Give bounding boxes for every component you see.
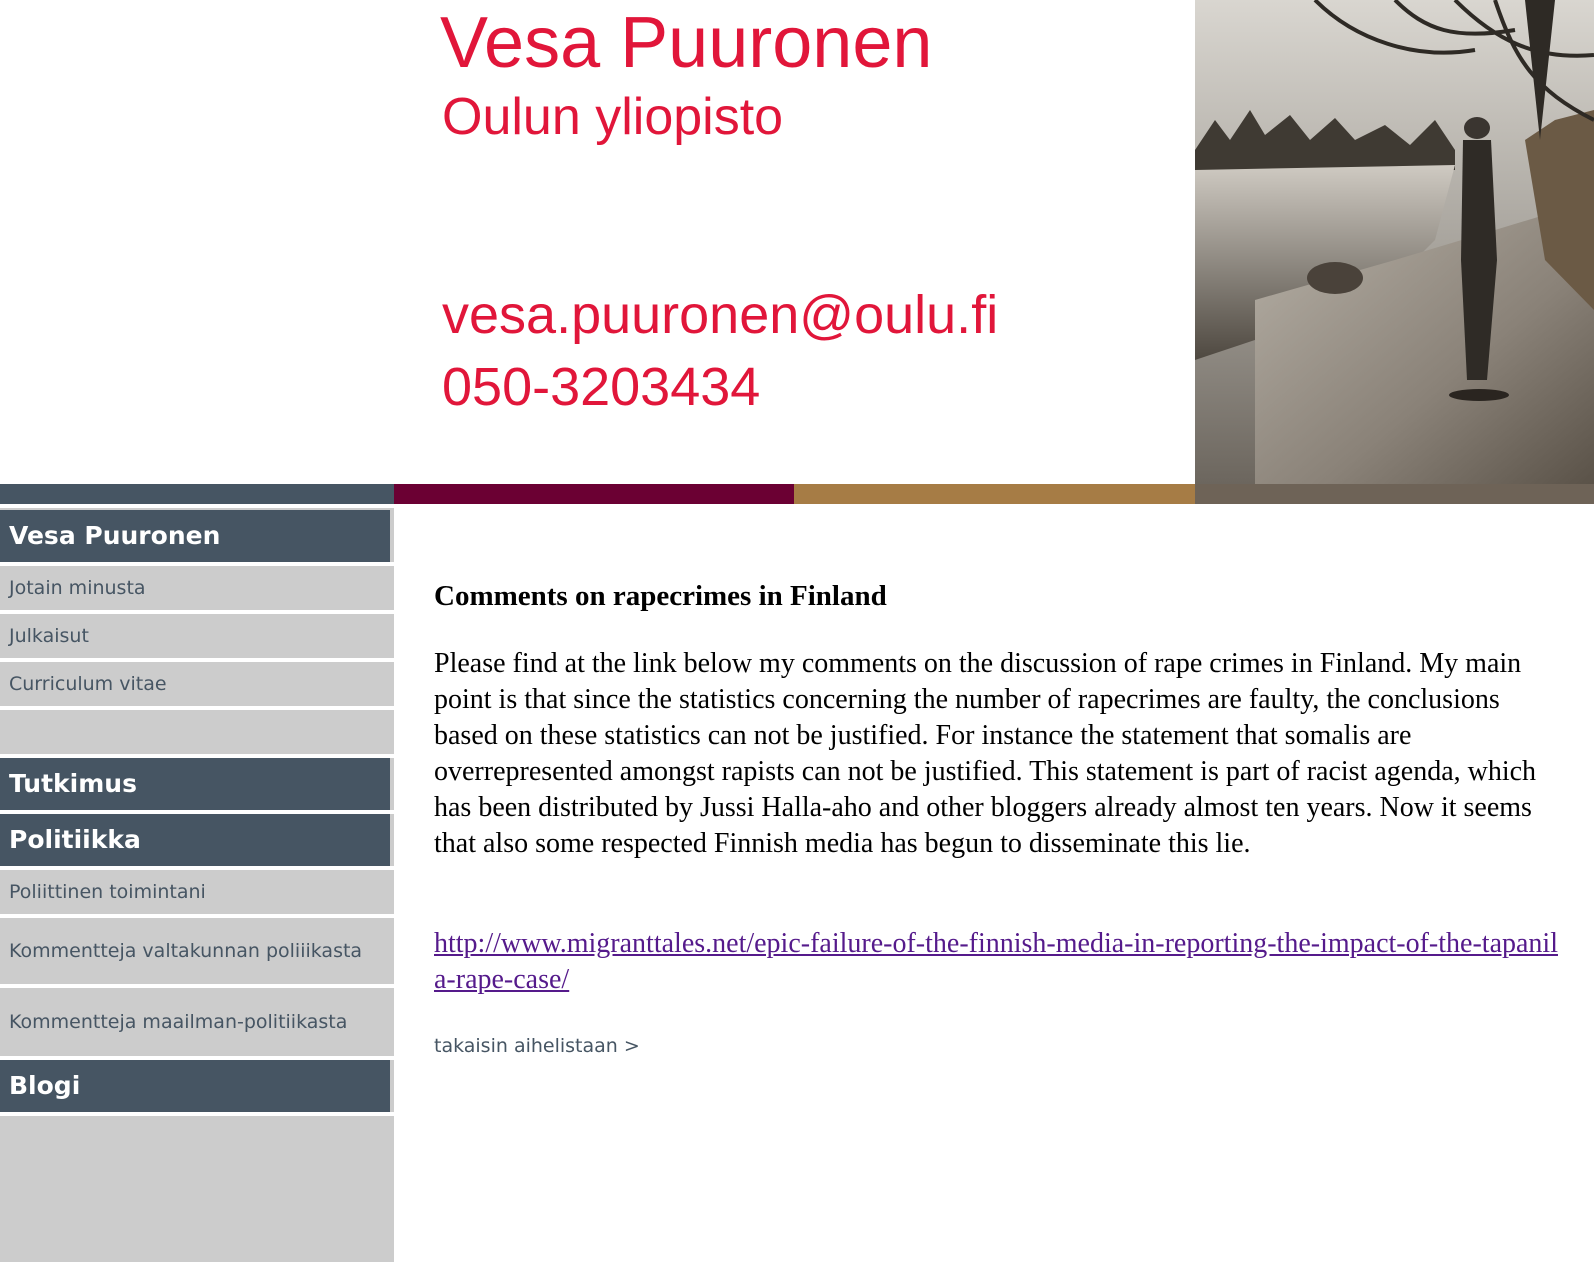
sidebar-item-julkaisut[interactable]: Julkaisut [0,614,390,658]
sidebar-item-empty [0,710,390,754]
sidebar-item-jotain-minusta[interactable]: Jotain minusta [0,566,390,610]
page-header [0,0,1594,484]
article-title: Comments on rapecrimes in Finland [434,580,887,612]
header-phone: 050-3203434 [442,357,761,417]
sidebar-item-kommentteja-valtakunnan[interactable]: Kommentteja valtakunnan poliiikasta [0,918,390,984]
article-body: Please find at the link below my comments on the discussion of rape crimes in Finland. My main point is that since the statistics concerning the number of rapecrimes are faulty, the conclusions based on these statistics can not be justified. For instance the statement that somalis are overrepresented amongst rapists can not be justified. This statement is part of racist agenda, which has been distributed by Jussi Halla-aho and other bloggers already almost ten years. Now it seems that also some respected Finnish media has begun to disseminate this lie. [434,648,1537,859]
sidebar-heading-blogi[interactable]: Blogi [0,1060,390,1112]
sidebar-heading-politiikka[interactable]: Politiikka [0,814,390,866]
header-photo [1195,0,1594,484]
sidebar-item-curriculum-vitae[interactable]: Curriculum vitae [0,662,390,706]
header-name: Vesa Puuronen [440,3,933,83]
sidebar-nav [0,508,394,1262]
sidebar-divider [0,1112,394,1116]
sidebar-item-poliittinen-toimintani[interactable]: Poliittinen toimintani [0,870,390,914]
sidebar-heading-tutkimus[interactable]: Tutkimus [0,758,390,810]
header-email: vesa.puuronen@oulu.fi [442,285,999,345]
stripe-segment-maroon [394,484,794,504]
sidebar-item-kommentteja-maailman[interactable]: Kommentteja maailman-politiikasta [0,988,390,1056]
header-color-stripe [0,484,1594,504]
header-university: Oulun yliopisto [442,88,784,146]
stripe-segment-gold [794,484,1195,504]
stripe-segment-brown [1195,484,1594,504]
article-external-link[interactable]: http://www.migranttales.net/epic-failure-of-the-finnish-media-in-reporting-the-impact-of-the-tapanila-rape-case/ [434,928,1558,995]
back-to-topics-link[interactable]: takaisin aihelistaan > [434,1035,640,1057]
sidebar-heading-vesa-puuronen[interactable]: Vesa Puuronen [0,510,390,562]
stripe-segment-slate [0,484,394,504]
